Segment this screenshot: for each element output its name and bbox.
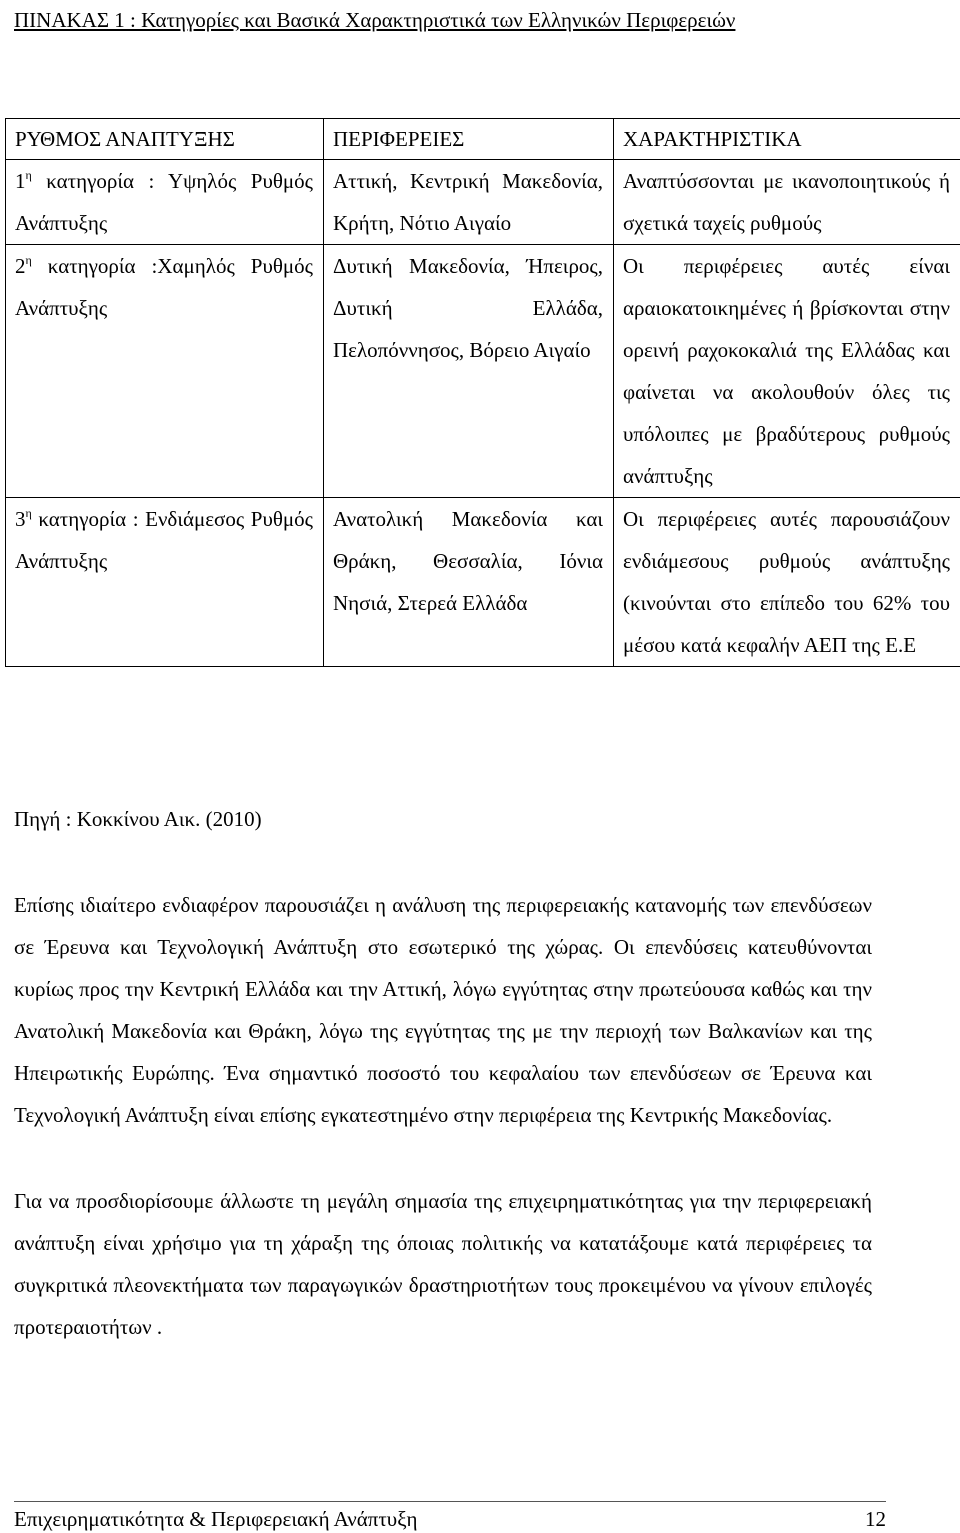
column-header-characteristics: ΧΑΡΑΚΤΗΡΙΣΤΙΚΑ <box>614 119 960 160</box>
ordinal-superscript: η <box>26 506 32 520</box>
ordinal-superscript: η <box>26 168 32 182</box>
category-label: κατηγορία :Χαμηλός Ρυθμός Ανάπτυξης <box>15 254 313 320</box>
body-paragraph: Επίσης ιδιαίτερο ενδιαφέρον παρουσιάζει η ανάλυση της περιφερειακής κατανομής των επενδύσεων σε Έρευνα και Τεχνολογική Ανάπτυξη στο εσωτερικό της χώρας. Οι επενδύσεις κατευθύνονται κυρίως προς την Κεντρική Ελλάδα και την Αττική, λόγω εγγύτητας στην πρωτεύουσα καθώς και την Ανατολική Μακεδονία και Θράκη, λόγω της εγγύτητας της με την περιοχή των Βαλκανίων και της Ηπειρωτικής Ευρώπης. Ένα σημαντικό ποσοστό του κεφαλαίου των επενδύσεων σε Έρευνα και Τεχνολογική Ανάπτυξη είναι επίσης εγκατεστημένο στην περιφέρεια της Κεντρικής Μακεδονίας. <box>14 884 872 1136</box>
body-paragraph: Για να προσδιορίσουμε άλλωστε τη μεγάλη σημασία της επιχειρηματικότητας για την περιφερειακή ανάπτυξη είναι χρήσιμο για τη χάραξη της όποιας πολιτικής να κατατάξουμε κατά περιφέρειες τα συγκριτικά πλεονεκτήματα των παραγωγικών δραστηριοτήτων τους προκειμένου να γίνουν επιλογές προτεραιοτήτων . <box>14 1180 872 1348</box>
page-number: 12 <box>865 1505 886 1533</box>
table-title: ΠΙΝΑΚΑΣ 1 : Κατηγορίες και Βασικά Χαρακτηριστικά των Ελληνικών Περιφερειών <box>14 0 944 40</box>
category-cell <box>6 498 324 667</box>
table-header-row <box>6 119 960 160</box>
source-note: Πηγή : Κοκκίνου Αικ. (2010) <box>14 800 262 838</box>
regions-cell: Αττική, Κεντρική Μακεδονία, Κρήτη, Νότιο Αιγαίο <box>324 160 614 245</box>
categories-table <box>5 118 960 667</box>
characteristics-cell: Οι περιφέρειες αυτές είναι αραιοκατοικημένες ή βρίσκονται στην ορεινή ραχοκοκαλιά της Ελλάδας και φαίνεται να ακολουθούν όλες τις υπόλοιπες με βραδύτερους ρυθμούς ανάπτυξης <box>614 245 960 498</box>
category-label: κατηγορία : Ενδιάμεσος Ρυθμός Ανάπτυξης <box>15 507 313 573</box>
page-footer <box>14 1501 886 1533</box>
column-header-regions: ΠΕΡΙΦΕΡΕΙΕΣ <box>324 119 614 160</box>
category-number: 2 <box>15 254 26 278</box>
category-cell <box>6 160 324 245</box>
category-number: 3 <box>15 507 26 531</box>
regions-cell: Ανατολική Μακεδονία και Θράκη, Θεσσαλία, Ιόνια Νησιά, Στερεά Ελλάδα <box>324 498 614 667</box>
characteristics-cell: Οι περιφέρειες αυτές παρουσιάζουν ενδιάμεσους ρυθμούς ανάπτυξης (κινούνται στο επίπεδο του 62% του μέσου κατά κεφαλήν ΑΕΠ της Ε.Ε <box>614 498 960 667</box>
footer-title: Επιχειρηματικότητα & Περιφερειακή Ανάπτυξη <box>14 1507 418 1531</box>
regions-cell: Δυτική Μακεδονία, Ήπειρος, Δυτική Ελλάδα, Πελοπόννησος, Βόρειο Αιγαίο <box>324 245 614 498</box>
ordinal-superscript: η <box>26 253 32 267</box>
table-row <box>6 160 960 245</box>
table-row <box>6 245 960 498</box>
characteristics-cell: Αναπτύσσονται με ικανοποιητικούς ή σχετικά ταχείς ρυθμούς <box>614 160 960 245</box>
column-header-development-rate: ΡΥΘΜΟΣ ΑΝΑΠΤΥΞΗΣ <box>6 119 324 160</box>
category-cell <box>6 245 324 498</box>
table-row <box>6 498 960 667</box>
category-label: κατηγορία : Υψηλός Ρυθμός Ανάπτυξης <box>15 169 313 235</box>
category-number: 1 <box>15 169 26 193</box>
